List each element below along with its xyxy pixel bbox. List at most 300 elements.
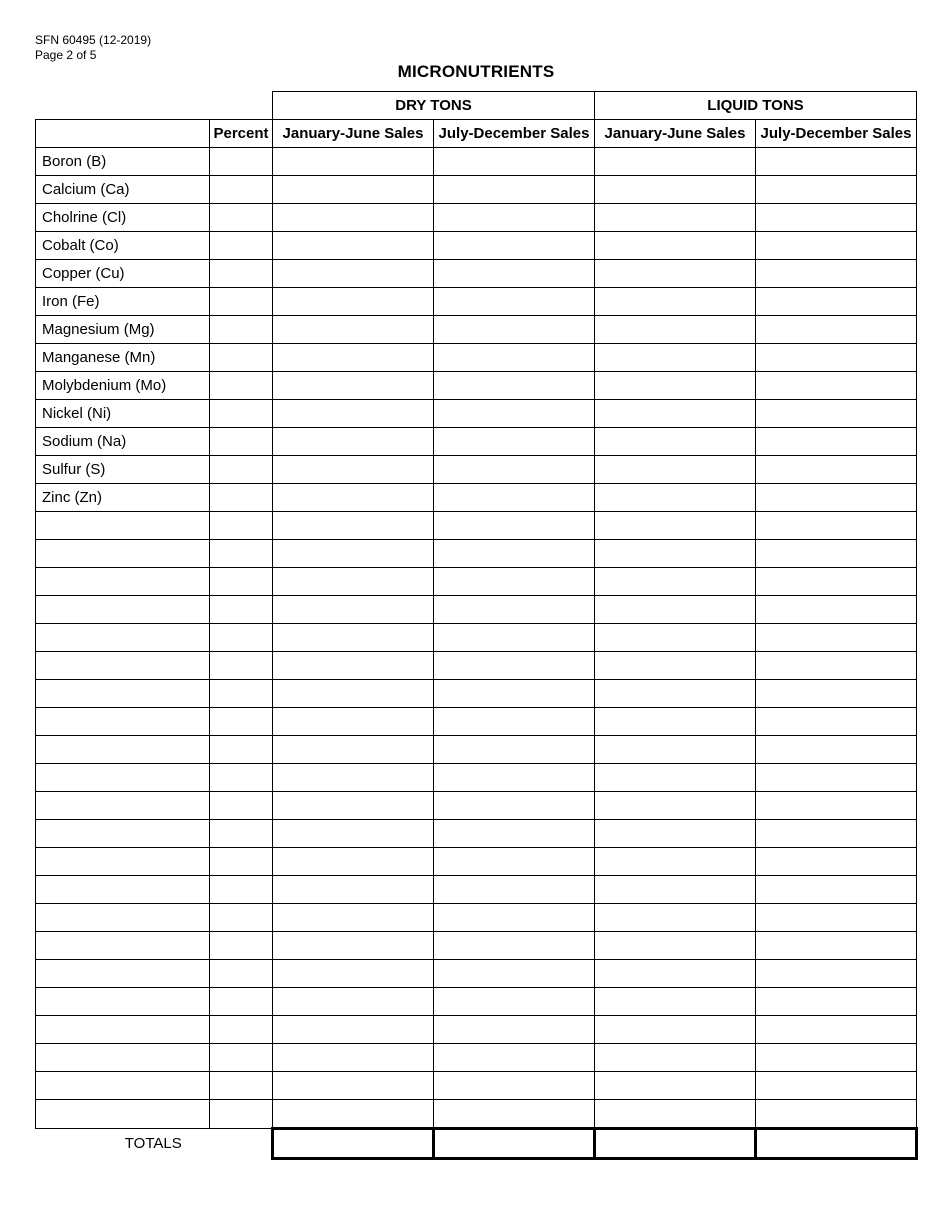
liquid-jan-jun-field[interactable]: [595, 316, 755, 343]
dry-jan-jun-cell[interactable]: [273, 875, 434, 903]
percent-field[interactable]: [210, 1044, 272, 1071]
total-liquid-jan-jun-field[interactable]: [596, 1130, 754, 1157]
dry-jul-dec-field[interactable]: [434, 1044, 594, 1071]
percent-field[interactable]: [210, 708, 272, 735]
dry-jan-jun-field[interactable]: [273, 568, 433, 595]
liquid-jul-dec-field[interactable]: [756, 1016, 916, 1043]
liquid-jan-jun-field[interactable]: [595, 148, 755, 175]
dry-jul-dec-cell[interactable]: [434, 175, 595, 203]
percent-cell[interactable]: [210, 259, 273, 287]
liquid-jan-jun-cell[interactable]: [595, 371, 756, 399]
dry-jul-dec-cell[interactable]: [434, 987, 595, 1015]
liquid-jul-dec-field[interactable]: [756, 848, 916, 875]
liquid-jul-dec-cell[interactable]: [756, 371, 917, 399]
dry-jul-dec-cell[interactable]: [434, 287, 595, 315]
percent-cell[interactable]: [210, 819, 273, 847]
liquid-jul-dec-field[interactable]: [756, 176, 916, 203]
liquid-jul-dec-cell[interactable]: [756, 959, 917, 987]
element-name-cell[interactable]: [36, 567, 210, 595]
liquid-jan-jun-cell[interactable]: [595, 903, 756, 931]
percent-field[interactable]: [210, 932, 272, 959]
dry-jan-jun-cell[interactable]: [273, 595, 434, 623]
dry-jul-dec-field[interactable]: [434, 680, 594, 707]
dry-jul-dec-field[interactable]: [434, 540, 594, 567]
dry-jul-dec-cell[interactable]: [434, 735, 595, 763]
percent-field[interactable]: [210, 1100, 272, 1128]
liquid-jan-jun-cell[interactable]: [595, 1043, 756, 1071]
percent-field[interactable]: [210, 652, 272, 679]
liquid-jan-jun-field[interactable]: [595, 848, 755, 875]
liquid-jul-dec-field[interactable]: [756, 792, 916, 819]
percent-field[interactable]: [210, 484, 272, 511]
liquid-jul-dec-field[interactable]: [756, 316, 916, 343]
dry-jan-jun-field[interactable]: [273, 960, 433, 987]
liquid-jul-dec-field[interactable]: [756, 1072, 916, 1099]
percent-field[interactable]: [210, 540, 272, 567]
liquid-jan-jun-cell[interactable]: [595, 399, 756, 427]
dry-jan-jun-field[interactable]: [273, 344, 433, 371]
dry-jul-dec-field[interactable]: [434, 456, 594, 483]
liquid-jul-dec-cell[interactable]: [756, 539, 917, 567]
dry-jul-dec-cell[interactable]: [434, 903, 595, 931]
percent-cell[interactable]: [210, 791, 273, 819]
percent-field[interactable]: [210, 344, 272, 371]
percent-field[interactable]: [210, 260, 272, 287]
dry-jul-dec-field[interactable]: [434, 512, 594, 539]
percent-field[interactable]: [210, 960, 272, 987]
dry-jul-dec-field[interactable]: [434, 904, 594, 931]
liquid-jul-dec-cell[interactable]: [756, 847, 917, 875]
liquid-jan-jun-cell[interactable]: [595, 427, 756, 455]
dry-jul-dec-field[interactable]: [434, 764, 594, 791]
liquid-jan-jun-field[interactable]: [595, 904, 755, 931]
total-dry-jul-dec-field[interactable]: [435, 1130, 593, 1157]
liquid-jan-jun-cell[interactable]: [595, 707, 756, 735]
liquid-jan-jun-cell[interactable]: [595, 455, 756, 483]
dry-jul-dec-cell[interactable]: [434, 483, 595, 511]
percent-field[interactable]: [210, 820, 272, 847]
liquid-jul-dec-cell[interactable]: [756, 203, 917, 231]
liquid-jul-dec-field[interactable]: [756, 456, 916, 483]
total-liquid-jul-dec-field[interactable]: [757, 1130, 915, 1157]
dry-jan-jun-field[interactable]: [273, 848, 433, 875]
liquid-jul-dec-cell[interactable]: [756, 735, 917, 763]
dry-jan-jun-field[interactable]: [273, 1044, 433, 1071]
dry-jan-jun-cell[interactable]: [273, 315, 434, 343]
liquid-jan-jun-field[interactable]: [595, 736, 755, 763]
dry-jan-jun-cell[interactable]: [273, 147, 434, 175]
liquid-jan-jun-field[interactable]: [595, 428, 755, 455]
liquid-jan-jun-field[interactable]: [595, 484, 755, 511]
dry-jul-dec-field[interactable]: [434, 148, 594, 175]
dry-jul-dec-cell[interactable]: [434, 455, 595, 483]
dry-jul-dec-field[interactable]: [434, 792, 594, 819]
dry-jan-jun-cell[interactable]: [273, 371, 434, 399]
dry-jan-jun-field[interactable]: [273, 708, 433, 735]
dry-jan-jun-cell[interactable]: [273, 707, 434, 735]
liquid-jan-jun-cell[interactable]: [595, 623, 756, 651]
liquid-jul-dec-field[interactable]: [756, 988, 916, 1015]
liquid-jan-jun-cell[interactable]: [595, 315, 756, 343]
percent-cell[interactable]: [210, 1099, 273, 1128]
liquid-jan-jun-cell[interactable]: [595, 595, 756, 623]
dry-jul-dec-field[interactable]: [434, 876, 594, 903]
element-name-cell[interactable]: [36, 623, 210, 651]
liquid-jan-jun-field[interactable]: [595, 288, 755, 315]
element-name-cell[interactable]: [36, 875, 210, 903]
liquid-jul-dec-cell[interactable]: [756, 595, 917, 623]
dry-jan-jun-cell[interactable]: [273, 1071, 434, 1099]
percent-field[interactable]: [210, 876, 272, 903]
liquid-jan-jun-field[interactable]: [595, 372, 755, 399]
dry-jan-jun-field[interactable]: [273, 540, 433, 567]
liquid-jul-dec-field[interactable]: [756, 260, 916, 287]
dry-jul-dec-cell[interactable]: [434, 763, 595, 791]
liquid-jul-dec-cell[interactable]: [756, 987, 917, 1015]
liquid-jul-dec-field[interactable]: [756, 932, 916, 959]
dry-jul-dec-field[interactable]: [434, 652, 594, 679]
liquid-jan-jun-field[interactable]: [595, 344, 755, 371]
dry-jan-jun-cell[interactable]: [273, 959, 434, 987]
dry-jul-dec-cell[interactable]: [434, 203, 595, 231]
dry-jan-jun-field[interactable]: [273, 932, 433, 959]
dry-jan-jun-cell[interactable]: [273, 931, 434, 959]
element-name-cell[interactable]: [36, 791, 210, 819]
percent-field[interactable]: [210, 512, 272, 539]
liquid-jul-dec-field[interactable]: [756, 400, 916, 427]
dry-jul-dec-cell[interactable]: [434, 259, 595, 287]
percent-field[interactable]: [210, 456, 272, 483]
percent-cell[interactable]: [210, 707, 273, 735]
liquid-jan-jun-cell[interactable]: [595, 875, 756, 903]
dry-jul-dec-cell[interactable]: [434, 1099, 595, 1128]
dry-jul-dec-field[interactable]: [434, 344, 594, 371]
dry-jul-dec-cell[interactable]: [434, 707, 595, 735]
dry-jul-dec-field[interactable]: [434, 708, 594, 735]
element-name-cell[interactable]: [36, 1043, 210, 1071]
liquid-jan-jun-field[interactable]: [595, 932, 755, 959]
percent-cell[interactable]: [210, 959, 273, 987]
percent-field[interactable]: [210, 148, 272, 175]
liquid-jul-dec-field[interactable]: [756, 680, 916, 707]
liquid-jan-jun-cell[interactable]: [595, 203, 756, 231]
liquid-jan-jun-field[interactable]: [595, 232, 755, 259]
dry-jan-jun-field[interactable]: [273, 232, 433, 259]
percent-cell[interactable]: [210, 763, 273, 791]
dry-jul-dec-field[interactable]: [434, 316, 594, 343]
liquid-jul-dec-field[interactable]: [756, 652, 916, 679]
dry-jul-dec-field[interactable]: [434, 400, 594, 427]
dry-jan-jun-cell[interactable]: [273, 763, 434, 791]
liquid-jul-dec-cell[interactable]: [756, 567, 917, 595]
liquid-jan-jun-cell[interactable]: [595, 987, 756, 1015]
percent-cell[interactable]: [210, 875, 273, 903]
liquid-jan-jun-field[interactable]: [595, 204, 755, 231]
dry-jan-jun-cell[interactable]: [273, 175, 434, 203]
dry-jul-dec-cell[interactable]: [434, 931, 595, 959]
dry-jan-jun-field[interactable]: [273, 176, 433, 203]
element-name-cell[interactable]: [36, 959, 210, 987]
percent-cell[interactable]: [210, 147, 273, 175]
dry-jan-jun-cell[interactable]: [273, 203, 434, 231]
dry-jul-dec-cell[interactable]: [434, 679, 595, 707]
dry-jan-jun-cell[interactable]: [273, 735, 434, 763]
liquid-jul-dec-cell[interactable]: [756, 315, 917, 343]
dry-jul-dec-cell[interactable]: [434, 315, 595, 343]
percent-field[interactable]: [210, 1072, 272, 1099]
liquid-jul-dec-cell[interactable]: [756, 231, 917, 259]
element-name-cell[interactable]: [36, 1015, 210, 1043]
percent-cell[interactable]: [210, 511, 273, 539]
dry-jan-jun-field[interactable]: [273, 316, 433, 343]
liquid-jul-dec-field[interactable]: [756, 484, 916, 511]
percent-field[interactable]: [210, 792, 272, 819]
dry-jan-jun-field[interactable]: [273, 512, 433, 539]
dry-jul-dec-field[interactable]: [434, 568, 594, 595]
percent-cell[interactable]: [210, 735, 273, 763]
dry-jan-jun-cell[interactable]: [273, 343, 434, 371]
liquid-jan-jun-cell[interactable]: [595, 819, 756, 847]
liquid-jan-jun-field[interactable]: [595, 652, 755, 679]
percent-cell[interactable]: [210, 315, 273, 343]
liquid-jan-jun-field[interactable]: [595, 820, 755, 847]
dry-jul-dec-field[interactable]: [434, 204, 594, 231]
liquid-jan-jun-cell[interactable]: [595, 287, 756, 315]
dry-jul-dec-cell[interactable]: [434, 623, 595, 651]
dry-jul-dec-cell[interactable]: [434, 847, 595, 875]
liquid-jul-dec-cell[interactable]: [756, 1099, 917, 1128]
liquid-jan-jun-field[interactable]: [595, 568, 755, 595]
percent-cell[interactable]: [210, 287, 273, 315]
percent-field[interactable]: [210, 400, 272, 427]
percent-cell[interactable]: [210, 847, 273, 875]
total-dry-jan-jun-field[interactable]: [274, 1130, 432, 1157]
dry-jan-jun-cell[interactable]: [273, 623, 434, 651]
percent-field[interactable]: [210, 624, 272, 651]
liquid-jul-dec-field[interactable]: [756, 876, 916, 903]
dry-jan-jun-field[interactable]: [273, 680, 433, 707]
percent-cell[interactable]: [210, 175, 273, 203]
percent-field[interactable]: [210, 288, 272, 315]
dry-jul-dec-cell[interactable]: [434, 147, 595, 175]
percent-cell[interactable]: [210, 623, 273, 651]
liquid-jan-jun-field[interactable]: [595, 176, 755, 203]
liquid-jan-jun-cell[interactable]: [595, 259, 756, 287]
percent-cell[interactable]: [210, 931, 273, 959]
element-name-cell[interactable]: [36, 1099, 210, 1128]
dry-jan-jun-cell[interactable]: [273, 819, 434, 847]
dry-jan-jun-field[interactable]: [273, 1100, 433, 1127]
liquid-jan-jun-field[interactable]: [595, 456, 755, 483]
dry-jul-dec-field[interactable]: [434, 176, 594, 203]
dry-jul-dec-field[interactable]: [434, 1016, 594, 1043]
liquid-jul-dec-field[interactable]: [756, 708, 916, 735]
element-name-cell[interactable]: [36, 707, 210, 735]
percent-cell[interactable]: [210, 987, 273, 1015]
percent-cell[interactable]: [210, 343, 273, 371]
dry-jul-dec-cell[interactable]: [434, 539, 595, 567]
liquid-jan-jun-cell[interactable]: [595, 483, 756, 511]
liquid-jul-dec-field[interactable]: [756, 344, 916, 371]
dry-jul-dec-field[interactable]: [434, 848, 594, 875]
dry-jan-jun-field[interactable]: [273, 904, 433, 931]
dry-jul-dec-cell[interactable]: [434, 875, 595, 903]
dry-jan-jun-cell[interactable]: [273, 483, 434, 511]
dry-jan-jun-cell[interactable]: [273, 231, 434, 259]
dry-jan-jun-cell[interactable]: [273, 1043, 434, 1071]
dry-jan-jun-field[interactable]: [273, 148, 433, 175]
dry-jan-jun-field[interactable]: [273, 764, 433, 791]
liquid-jul-dec-cell[interactable]: [756, 259, 917, 287]
liquid-jul-dec-cell[interactable]: [756, 707, 917, 735]
dry-jan-jun-cell[interactable]: [273, 1099, 434, 1128]
element-name-cell[interactable]: [36, 1071, 210, 1099]
liquid-jan-jun-cell[interactable]: [595, 931, 756, 959]
dry-jul-dec-field[interactable]: [434, 372, 594, 399]
liquid-jan-jun-field[interactable]: [595, 596, 755, 623]
dry-jul-dec-field[interactable]: [434, 232, 594, 259]
liquid-jul-dec-cell[interactable]: [756, 931, 917, 959]
dry-jan-jun-cell[interactable]: [273, 511, 434, 539]
dry-jan-jun-field[interactable]: [273, 288, 433, 315]
liquid-jan-jun-field[interactable]: [595, 1016, 755, 1043]
dry-jan-jun-cell[interactable]: [273, 651, 434, 679]
dry-jul-dec-cell[interactable]: [434, 427, 595, 455]
liquid-jul-dec-cell[interactable]: [756, 903, 917, 931]
total-liquid-jul-dec-cell[interactable]: [756, 1128, 917, 1158]
liquid-jul-dec-cell[interactable]: [756, 875, 917, 903]
dry-jan-jun-cell[interactable]: [273, 847, 434, 875]
liquid-jul-dec-field[interactable]: [756, 232, 916, 259]
dry-jan-jun-field[interactable]: [273, 820, 433, 847]
dry-jan-jun-cell[interactable]: [273, 455, 434, 483]
dry-jan-jun-cell[interactable]: [273, 287, 434, 315]
percent-field[interactable]: [210, 680, 272, 707]
dry-jan-jun-field[interactable]: [273, 792, 433, 819]
dry-jul-dec-field[interactable]: [434, 1100, 594, 1127]
liquid-jan-jun-field[interactable]: [595, 792, 755, 819]
dry-jan-jun-field[interactable]: [273, 1016, 433, 1043]
dry-jul-dec-cell[interactable]: [434, 819, 595, 847]
dry-jul-dec-field[interactable]: [434, 988, 594, 1015]
percent-field[interactable]: [210, 1016, 272, 1043]
liquid-jan-jun-cell[interactable]: [595, 763, 756, 791]
liquid-jan-jun-cell[interactable]: [595, 147, 756, 175]
dry-jan-jun-field[interactable]: [273, 596, 433, 623]
dry-jan-jun-field[interactable]: [273, 1072, 433, 1099]
percent-cell[interactable]: [210, 679, 273, 707]
liquid-jul-dec-cell[interactable]: [756, 147, 917, 175]
element-name-cell[interactable]: [36, 539, 210, 567]
percent-cell[interactable]: [210, 567, 273, 595]
liquid-jul-dec-field[interactable]: [756, 764, 916, 791]
liquid-jan-jun-cell[interactable]: [595, 567, 756, 595]
dry-jul-dec-field[interactable]: [434, 484, 594, 511]
element-name-cell[interactable]: [36, 819, 210, 847]
liquid-jan-jun-field[interactable]: [595, 988, 755, 1015]
liquid-jul-dec-cell[interactable]: [756, 343, 917, 371]
liquid-jan-jun-field[interactable]: [595, 708, 755, 735]
dry-jul-dec-cell[interactable]: [434, 1043, 595, 1071]
dry-jan-jun-cell[interactable]: [273, 259, 434, 287]
percent-field[interactable]: [210, 316, 272, 343]
liquid-jul-dec-cell[interactable]: [756, 483, 917, 511]
dry-jan-jun-cell[interactable]: [273, 399, 434, 427]
liquid-jul-dec-field[interactable]: [756, 428, 916, 455]
dry-jan-jun-cell[interactable]: [273, 903, 434, 931]
dry-jan-jun-cell[interactable]: [273, 1015, 434, 1043]
dry-jan-jun-cell[interactable]: [273, 679, 434, 707]
liquid-jul-dec-field[interactable]: [756, 1100, 916, 1127]
liquid-jan-jun-cell[interactable]: [595, 651, 756, 679]
liquid-jul-dec-cell[interactable]: [756, 1015, 917, 1043]
dry-jan-jun-cell[interactable]: [273, 427, 434, 455]
liquid-jul-dec-field[interactable]: [756, 820, 916, 847]
liquid-jul-dec-field[interactable]: [756, 204, 916, 231]
dry-jul-dec-cell[interactable]: [434, 567, 595, 595]
dry-jul-dec-cell[interactable]: [434, 1071, 595, 1099]
percent-cell[interactable]: [210, 595, 273, 623]
element-name-cell[interactable]: [36, 651, 210, 679]
element-name-cell[interactable]: [36, 763, 210, 791]
percent-field[interactable]: [210, 848, 272, 875]
percent-field[interactable]: [210, 904, 272, 931]
dry-jan-jun-cell[interactable]: [273, 987, 434, 1015]
dry-jul-dec-cell[interactable]: [434, 651, 595, 679]
liquid-jul-dec-field[interactable]: [756, 372, 916, 399]
dry-jan-jun-field[interactable]: [273, 260, 433, 287]
liquid-jul-dec-field[interactable]: [756, 596, 916, 623]
percent-cell[interactable]: [210, 371, 273, 399]
percent-cell[interactable]: [210, 539, 273, 567]
liquid-jul-dec-cell[interactable]: [756, 763, 917, 791]
dry-jul-dec-cell[interactable]: [434, 343, 595, 371]
dry-jul-dec-cell[interactable]: [434, 1015, 595, 1043]
percent-field[interactable]: [210, 596, 272, 623]
dry-jan-jun-field[interactable]: [273, 876, 433, 903]
dry-jul-dec-field[interactable]: [434, 624, 594, 651]
liquid-jan-jun-cell[interactable]: [595, 1015, 756, 1043]
liquid-jul-dec-cell[interactable]: [756, 679, 917, 707]
total-dry-jan-jun-cell[interactable]: [273, 1128, 434, 1158]
dry-jul-dec-field[interactable]: [434, 428, 594, 455]
liquid-jul-dec-field[interactable]: [756, 904, 916, 931]
liquid-jul-dec-field[interactable]: [756, 288, 916, 315]
dry-jan-jun-field[interactable]: [273, 372, 433, 399]
liquid-jul-dec-cell[interactable]: [756, 455, 917, 483]
percent-field[interactable]: [210, 176, 272, 203]
percent-field[interactable]: [210, 232, 272, 259]
percent-cell[interactable]: [210, 399, 273, 427]
dry-jul-dec-cell[interactable]: [434, 791, 595, 819]
dry-jul-dec-cell[interactable]: [434, 231, 595, 259]
element-name-cell[interactable]: [36, 847, 210, 875]
liquid-jan-jun-cell[interactable]: [595, 343, 756, 371]
percent-field[interactable]: [210, 204, 272, 231]
dry-jan-jun-cell[interactable]: [273, 567, 434, 595]
liquid-jan-jun-cell[interactable]: [595, 175, 756, 203]
liquid-jul-dec-cell[interactable]: [756, 175, 917, 203]
percent-field[interactable]: [210, 428, 272, 455]
percent-cell[interactable]: [210, 427, 273, 455]
dry-jan-jun-field[interactable]: [273, 484, 433, 511]
liquid-jan-jun-cell[interactable]: [595, 231, 756, 259]
dry-jul-dec-field[interactable]: [434, 260, 594, 287]
dry-jan-jun-cell[interactable]: [273, 539, 434, 567]
liquid-jul-dec-field[interactable]: [756, 568, 916, 595]
liquid-jan-jun-cell[interactable]: [595, 511, 756, 539]
dry-jul-dec-cell[interactable]: [434, 399, 595, 427]
